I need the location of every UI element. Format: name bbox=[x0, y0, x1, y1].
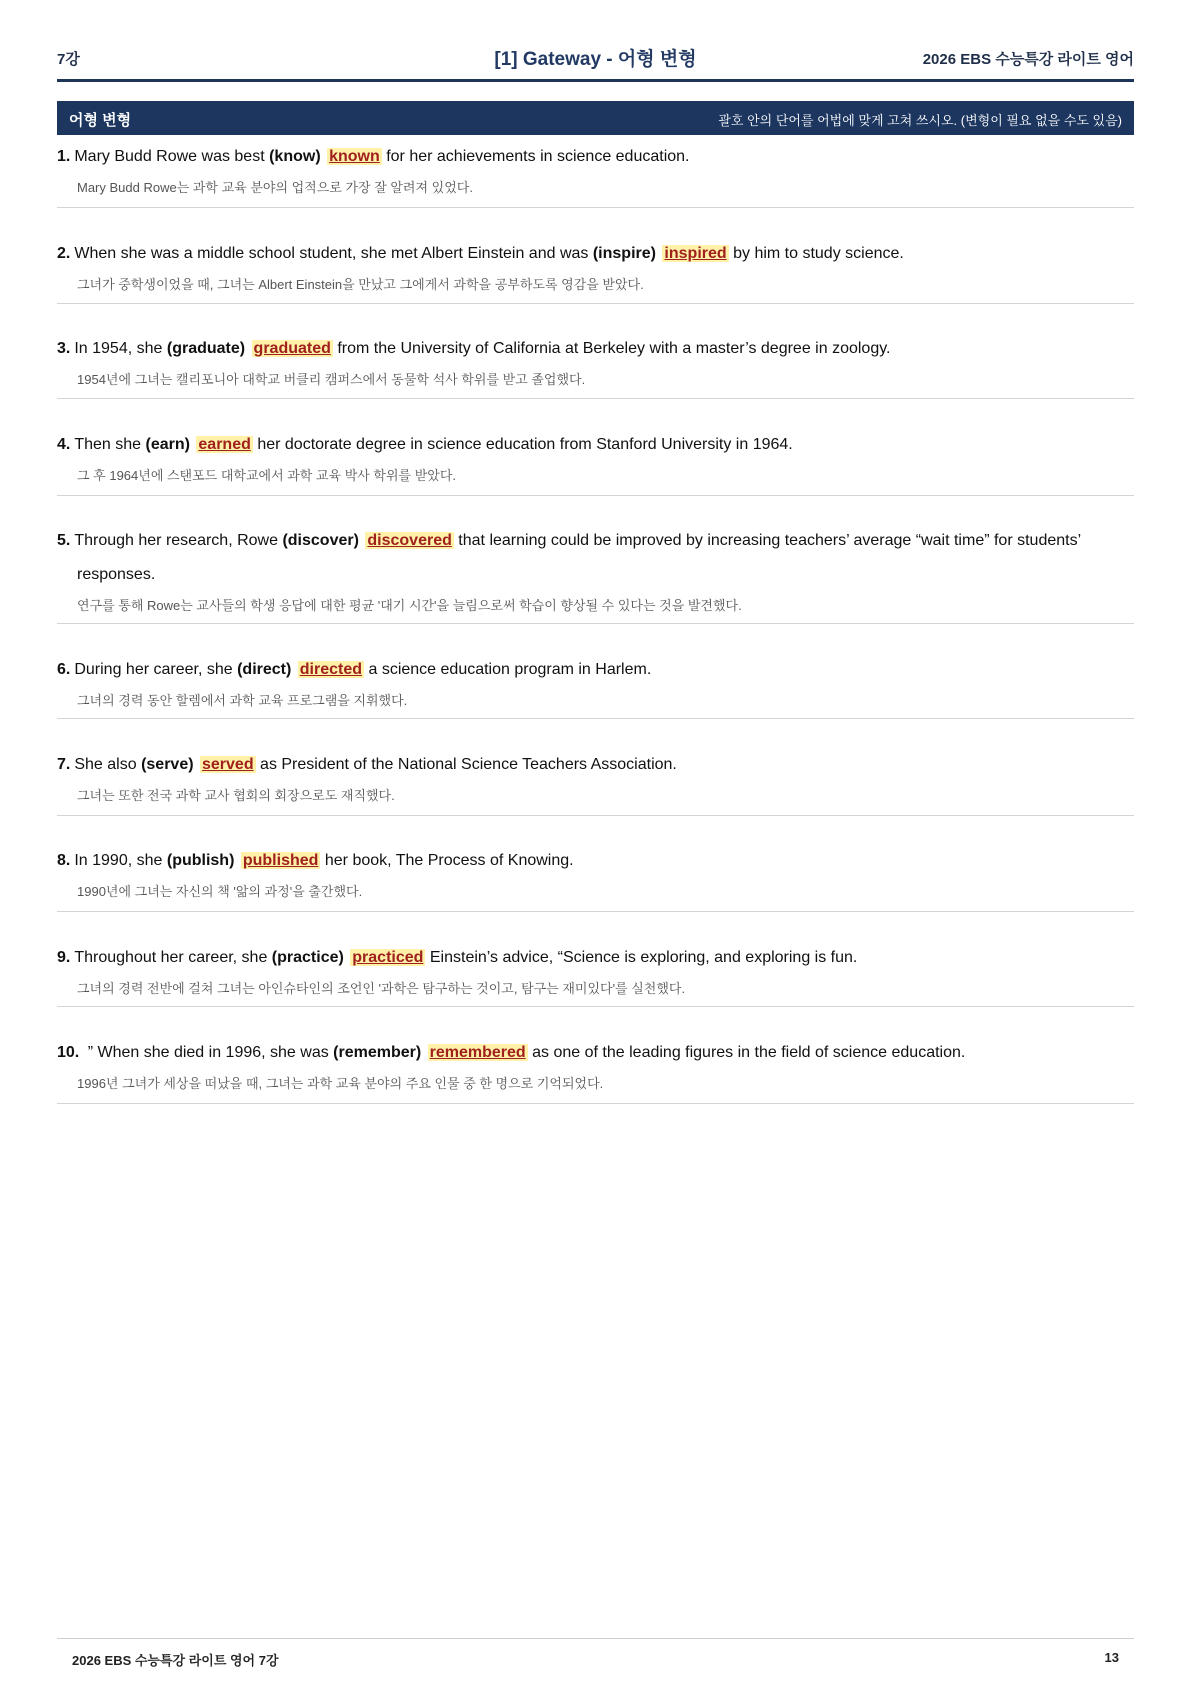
question-sentence bbox=[57, 941, 1134, 975]
answer-word: served bbox=[202, 756, 254, 773]
korean-translation: 1996년 그녀가 세상을 떠났을 때, 그녀는 과학 교육 분야의 주요 인물 중 한 명으로 기억되었다. bbox=[77, 1076, 604, 1091]
sentence-after: as one of the leading figures in the field of science education. bbox=[527, 1044, 966, 1061]
question-item-9 bbox=[57, 941, 1134, 1007]
sentence-after: her book, The Process of Knowing. bbox=[320, 852, 574, 869]
question-item-4 bbox=[57, 428, 1134, 496]
answer-word: earned bbox=[198, 436, 251, 453]
base-word-hint: (graduate) bbox=[166, 340, 246, 357]
footer-divider bbox=[57, 1638, 1134, 1639]
korean-translation: 그녀의 경력 동안 할렘에서 과학 교육 프로그램을 지휘했다. bbox=[77, 693, 408, 708]
answer-word: graduated bbox=[253, 340, 331, 357]
question-sentence bbox=[57, 428, 1134, 462]
question-number: 3. bbox=[57, 340, 71, 357]
korean-translation: Mary Budd Rowe는 과학 교육 분야의 업적으로 가장 잘 알려져 있었다. bbox=[77, 180, 473, 195]
question-sentence bbox=[57, 140, 1134, 174]
base-word-hint: (discover) bbox=[282, 532, 359, 549]
question-sentence bbox=[57, 524, 1134, 592]
base-word-hint: (inspire) bbox=[592, 245, 656, 262]
sentence-before: Mary Budd Rowe was best bbox=[74, 148, 270, 165]
korean-translation: 그녀는 또한 전국 과학 교사 협회의 회장으로도 재직했다. bbox=[77, 788, 395, 803]
answer-word: published bbox=[242, 852, 319, 869]
sentence-before: ” When she died in 1996, she was bbox=[83, 1044, 334, 1061]
sentence-before: When she was a middle school student, she met Albert Einstein and was bbox=[74, 245, 593, 262]
question-sentence bbox=[57, 844, 1134, 878]
korean-translation: 1990년에 그녀는 자신의 책 '앎의 과정'을 출간했다. bbox=[77, 884, 363, 899]
base-word-hint: (know) bbox=[269, 148, 321, 165]
page-header bbox=[57, 44, 1134, 70]
sentence-after: by him to study science. bbox=[728, 245, 904, 262]
page-title: [1] Gateway - 어형 변형 bbox=[494, 49, 697, 70]
worksheet-page bbox=[57, 0, 1134, 1684]
lesson-label: 7강 bbox=[57, 51, 80, 68]
question-item-6 bbox=[57, 653, 1134, 719]
answer-word: discovered bbox=[367, 532, 452, 549]
question-number: 4. bbox=[57, 436, 71, 453]
answer-word: directed bbox=[299, 661, 363, 678]
sentence-after: that learning could be improved by increasing teachers’ average “wait time” for students’ responses. bbox=[77, 532, 1081, 583]
sentence-after: as President of the National Science Teachers Association. bbox=[255, 756, 677, 773]
section-title: 어형 변형 bbox=[69, 112, 132, 129]
sentence-before: During her career, she bbox=[74, 661, 238, 678]
question-number: 7. bbox=[57, 756, 71, 773]
korean-translation: 그 후 1964년에 스탠포드 대학교에서 과학 교육 박사 학위를 받았다. bbox=[77, 468, 456, 483]
base-word-hint: (publish) bbox=[166, 852, 235, 869]
question-item-7 bbox=[57, 748, 1134, 816]
footer-book-title: 2026 EBS 수능특강 라이트 영어 7강 bbox=[72, 1653, 279, 1668]
korean-translation: 그녀가 중학생이었을 때, 그녀는 Albert Einstein을 만났고 그에게서 과학을 공부하도록 영감을 받았다. bbox=[77, 277, 644, 292]
book-title: 2026 EBS 수능특강 라이트 영어 bbox=[922, 51, 1134, 68]
sentence-before: In 1990, she bbox=[74, 852, 167, 869]
sentence-before: She also bbox=[74, 756, 142, 773]
base-word-hint: (remember) bbox=[333, 1044, 422, 1061]
sentence-before: Then she bbox=[74, 436, 146, 453]
question-number: 2. bbox=[57, 245, 71, 262]
korean-translation: 연구를 통해 Rowe는 교사들의 학생 응답에 대한 평균 '대기 시간'을 늘림으로써 학습이 향상될 수 있다는 것을 발견했다. bbox=[77, 598, 742, 613]
question-item-1 bbox=[57, 140, 1134, 208]
question-item-10 bbox=[57, 1036, 1134, 1104]
question-item-3 bbox=[57, 332, 1134, 399]
question-number: 6. bbox=[57, 661, 71, 678]
sentence-after: her doctorate degree in science education from Stanford University in 1964. bbox=[252, 436, 793, 453]
question-sentence bbox=[57, 237, 1134, 271]
answer-word: practiced bbox=[352, 949, 424, 966]
question-sentence bbox=[57, 748, 1134, 782]
question-sentence bbox=[57, 1036, 1134, 1070]
base-word-hint: (earn) bbox=[145, 436, 190, 453]
base-word-hint: (direct) bbox=[237, 661, 292, 678]
answer-word: known bbox=[329, 148, 380, 165]
question-number: 5. bbox=[57, 532, 71, 549]
section-instruction: 괄호 안의 단어를 어법에 맞게 고쳐 쓰시오. (변형이 필요 없을 수도 있음) bbox=[718, 113, 1122, 128]
sentence-after: for her achievements in science education. bbox=[381, 148, 690, 165]
section-banner bbox=[57, 101, 1134, 135]
header-divider bbox=[57, 79, 1134, 82]
sentence-before: Throughout her career, she bbox=[74, 949, 272, 966]
sentence-after: a science education program in Harlem. bbox=[364, 661, 652, 678]
sentence-after: from the University of California at Berkeley with a master’s degree in zoology. bbox=[332, 340, 891, 357]
base-word-hint: (serve) bbox=[141, 756, 194, 773]
korean-translation: 그녀의 경력 전반에 걸쳐 그녀는 아인슈타인의 조언인 '과학은 탐구하는 것이고, 탐구는 재미있다'를 실천했다. bbox=[77, 981, 686, 996]
question-sentence bbox=[57, 332, 1134, 366]
question-item-8 bbox=[57, 844, 1134, 912]
question-number: 10. bbox=[57, 1044, 80, 1061]
question-number: 1. bbox=[57, 148, 71, 165]
sentence-before: Through her research, Rowe bbox=[74, 532, 283, 549]
question-item-2 bbox=[57, 237, 1134, 304]
question-number: 9. bbox=[57, 949, 71, 966]
page-number: 13 bbox=[1104, 1650, 1119, 1665]
sentence-before: In 1954, she bbox=[74, 340, 167, 357]
question-item-5 bbox=[57, 524, 1134, 624]
question-sentence bbox=[57, 653, 1134, 687]
question-number: 8. bbox=[57, 852, 71, 869]
base-word-hint: (practice) bbox=[271, 949, 344, 966]
sentence-after: Einstein’s advice, “Science is exploring, and exploring is fun. bbox=[425, 949, 858, 966]
answer-word: inspired bbox=[664, 245, 727, 262]
korean-translation: 1954년에 그녀는 캘리포니아 대학교 버클리 캠퍼스에서 동물학 석사 학위를 받고 졸업했다. bbox=[77, 372, 586, 387]
answer-word: remembered bbox=[429, 1044, 526, 1061]
